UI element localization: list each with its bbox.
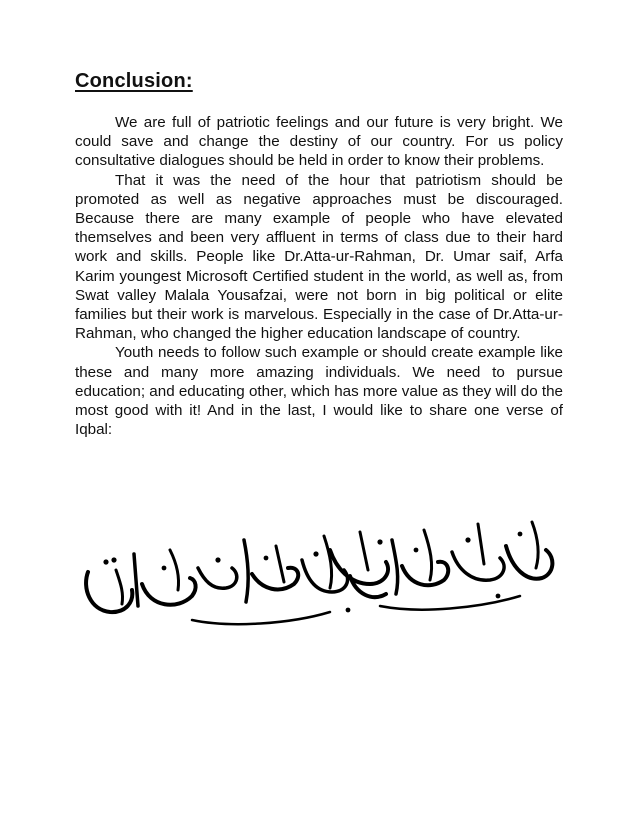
paragraph-1: We are full of patriotic feelings and our future is very bright. We could save and change the destiny of our country. For us policy consultative dialogues should be held in order to know their problems. — [75, 114, 563, 170]
iqbal-verse-calligraphy — [80, 510, 560, 640]
paragraph-3: Youth needs to follow such example or should create example like these and many more amazing individuals. We need to pursue education; and educating other, which has more value as they will do the most good with it! And in the last, I would like to share one verse of Iqbal: — [75, 344, 563, 439]
paragraph-2: That it was the need of the hour that patriotism should be promoted as well as negative approaches must be discouraged. Because there are many example of people who have elevated themselves and been very affluent in terms of class due to their hard work and skills. People like Dr.Atta-ur-Rahman, Dr. Umar saif, Arfa Karim youngest Microsoft Certified student in the world, as well as, from Swat valley Malala Yousafzai, were not born in big political or elite families but their work is marvelous. Especially in the case of Dr.Atta-ur-Rahman, who changed the higher education landscape of country. — [75, 171, 563, 343]
conclusion-heading: Conclusion: — [75, 70, 193, 92]
urdu-calligraphy-verse-icon — [80, 510, 560, 640]
conclusion-body — [75, 113, 563, 439]
